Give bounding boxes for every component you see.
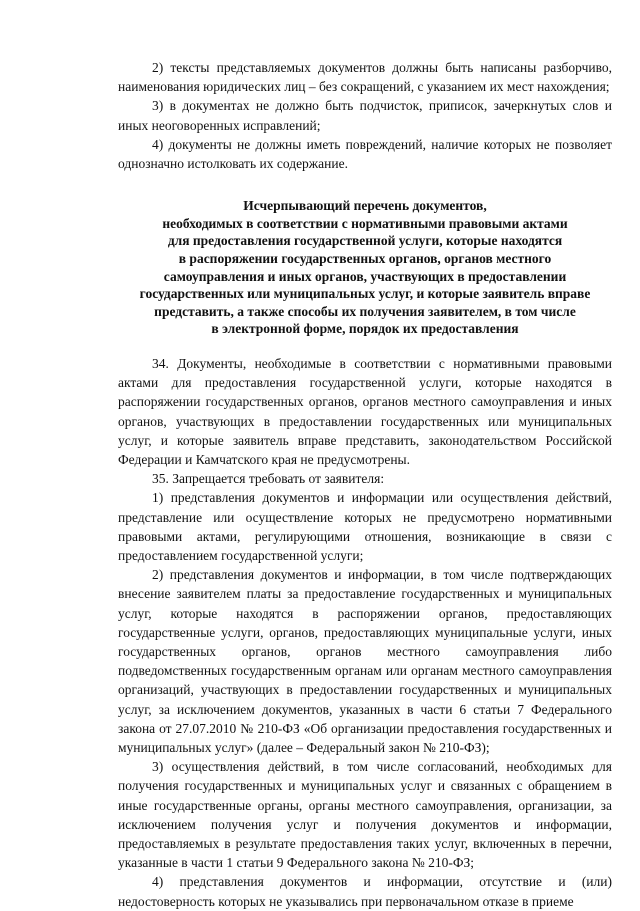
paragraph-34: 34. Документы, необходимые в соответствии с нормативными правовыми актами для предоставления государственной услуги, которые находятся в распоряжении государственных органов, органов местного самоуправления и иных органов, участвующих в предоставлении государственных или муниципальных услуг, и которые заявитель вправе представить, законодательством Российской Федерации и Камчатского края не предусмотрены. — [118, 355, 612, 467]
paragraph-35-item-2: 2) представления документов и информации, в том числе подтверждающих внесение заявителем платы за предоставление государственных и муниципальных услуг, которые находятся в распоряжении органов, предоставляющих государственные услуги, органов, предоставляющих муниципальные услуги, иных государственных органов, органов местного самоуправления либо подведомственных государственным органам или органам местного самоуправления организаций, участвующих в предоставлении государственных и муниципальных услуг, за исключением документов, указанных в части 6 статьи 7 Федерального закона от 27.07.2010 № 210-ФЗ «Об организации предоставления государственных и муниципальных услуг» (далее – Федеральный закон № 210-ФЗ); — [118, 567, 612, 756]
section-heading — [118, 197, 612, 338]
heading-line: самоуправления и иных органов, участвующих в предоставлении — [163, 268, 567, 284]
item-3-text: 3) в документах не должно быть подчисток, приписок, зачеркнутых слов и иных неоговоренных исправлений; — [118, 98, 612, 133]
paragraph-35-item-3: 3) осуществления действий, в том числе согласований, необходимых для получения государственных и муниципальных услуг и связанных с обращением в иные государственные органы, органы местного самоуправления, организации, за исключением получения услуг и получения документов и информации, предоставляемых в результате предоставления таких услуг, включенных в перечни, указанные в части 1 статьи 9 Федерального закона № 210-ФЗ; — [118, 759, 612, 871]
heading-line: Исчерпывающий перечень документов, — [243, 198, 487, 214]
heading-line: необходимых в соответствии с нормативными правовыми актами — [162, 215, 568, 231]
item-4-text: 4) документы не должны иметь повреждений, наличие которых не позволяет однозначно истолковать их содержание. — [118, 136, 612, 172]
heading-line: для предоставления государственной услуги, которые находятся — [167, 233, 563, 249]
paragraph-35: 35. Запрещается требовать от заявителя: — [152, 471, 385, 487]
heading-line: в электронной форме, порядок их предоставления — [211, 321, 519, 337]
heading-line: государственных или муниципальных услуг, и которые заявитель вправе — [139, 286, 591, 302]
heading-line: представить, а также способы их получения заявителем, в том числе — [154, 303, 576, 319]
item-2-text: 2) тексты представляемых документов должны быть написаны разборчиво, наименования юридических лиц – без сокращений, с указанием их мест нахождения; — [118, 60, 612, 95]
document-page — [118, 58, 612, 911]
paragraph-35-item-4: 4) представления документов и информации, отсутствие и (или) недостоверность которых не указывались при первоначальном отказе в приеме — [118, 874, 612, 909]
paragraph-35-item-1: 1) представления документов и информации или осуществления действий, представление или осуществление которых не предусмотрено нормативными правовыми актами, регулирующими отношения, возникающие в связи с предоставлением государственной услуги; — [118, 490, 612, 563]
heading-line: в распоряжении государственных органов, органов местного — [178, 251, 552, 266]
